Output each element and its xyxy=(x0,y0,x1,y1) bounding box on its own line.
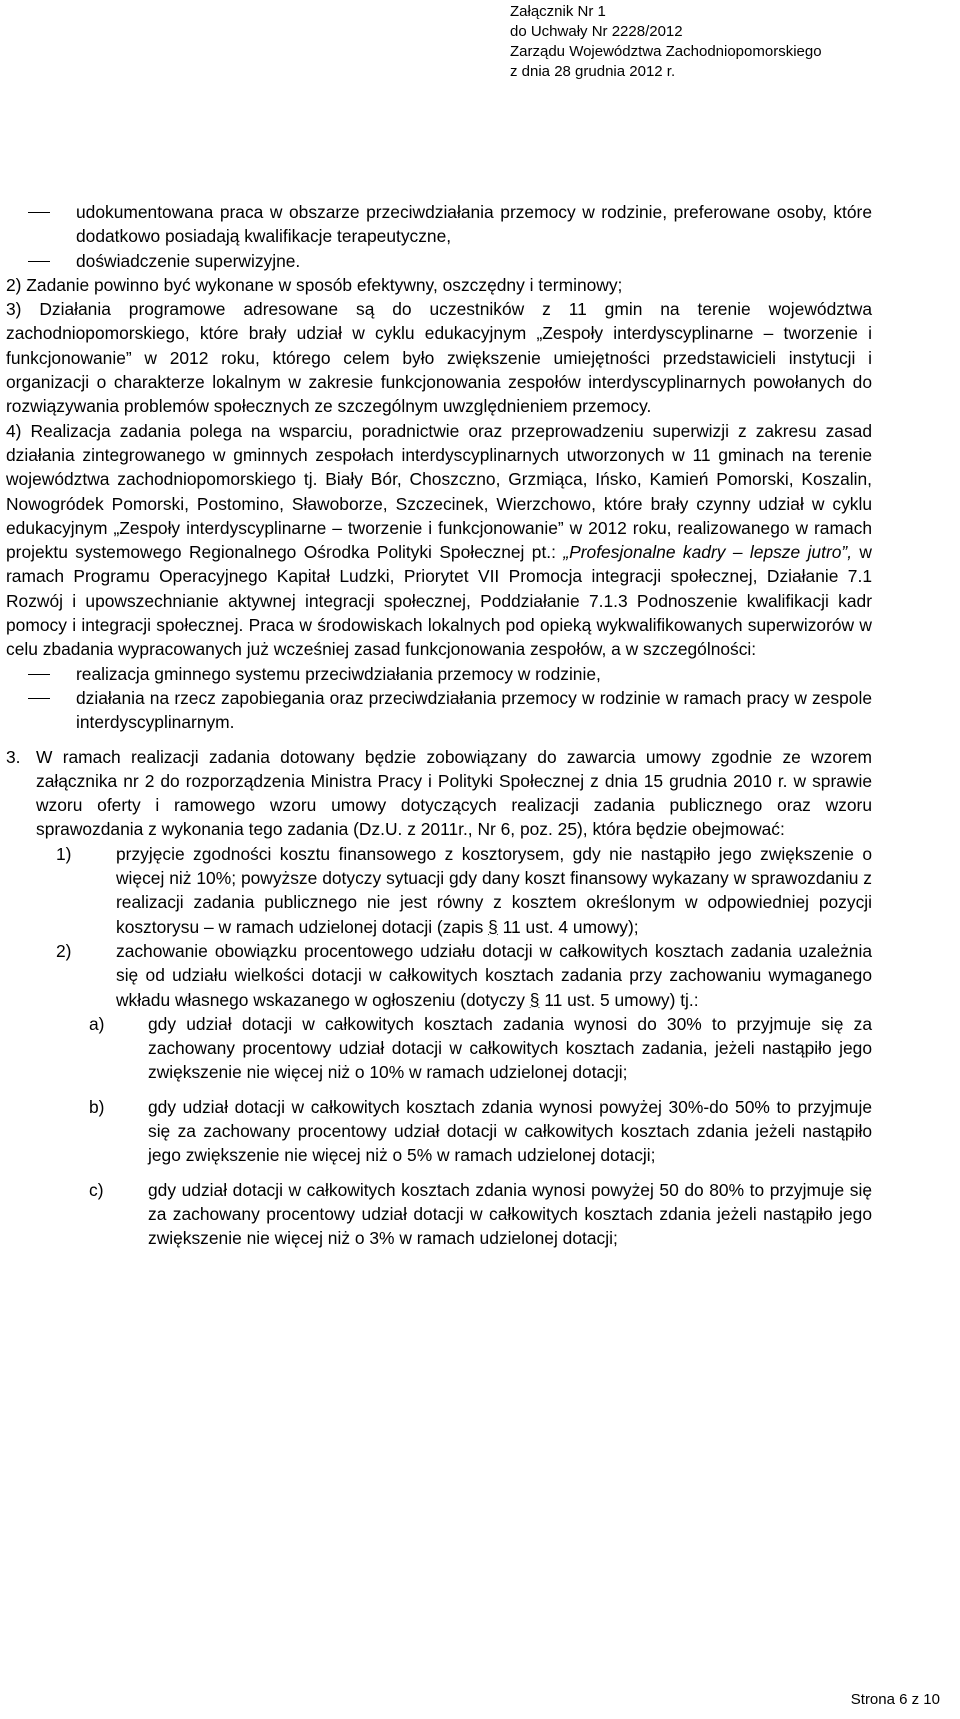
page-number: Strona 6 z 10 xyxy=(850,1691,940,1708)
bullet-item: działania na rzecz zapobiegania oraz przeciwdziałania przemocy w rodzinie w ramach pracy w zespole interdyscyplinarnym. xyxy=(6,686,872,735)
bullet-item: doświadczenie superwizyjne. xyxy=(6,249,872,273)
header-line-board: Zarządu Województwa Zachodniopomorskiego xyxy=(510,43,822,60)
paragraph-2: 2) Zadanie powinno być wykonane w sposób efektywny, oszczędny i terminowy; xyxy=(6,274,623,295)
item-number: 2) xyxy=(56,940,72,961)
section-3 xyxy=(6,745,872,842)
section-3-number: 3. xyxy=(6,746,21,767)
lettered-item: b) gdy udział dotacji w całkowitych kosztach zdania wynosi powyżej 30%-do 50% to przyjmuje się za zachowany procentowy udział dotacji w całkowitych kosztach zdania jeżeli nastąpiło jego zwiększenie nie więcej niż o 5% w ramach udzielonej dotacji; xyxy=(89,1096,872,1166)
document-body xyxy=(6,200,872,1250)
section-sign: § xyxy=(488,916,498,937)
document-header xyxy=(510,2,950,82)
paragraph-4 xyxy=(6,419,872,662)
numbered-item: 1) przyjęcie zgodności kosztu finansowego z kosztorysem, gdy nie nastąpiło jego zwiększenie o więcej niż 10%; powyższe dotyczy sytuacji gdy dany koszt finansowy wykazany w sprawozdaniu z realizacji zadania publicznego nie jest równy z kosztem określonym w odpowiedniej pozycji kosztorysu – w ramach udzielonej dotacji (zapis § 11 ust. 4 umowy); xyxy=(56,843,872,937)
paragraph-4-text-b: w ramach Programu Operacyjnego Kapitał Ludzki, Priorytet VII Promocja integracji społecznej, Działanie 7.1 Rozwój i upowszechnianie aktywnej integracji społecznej, Poddziałanie 7.1.3 Podnoszenie kwalifikacji kadr pomocy i integracji społecznej. Praca w środowiskach lokalnych pod opieką wykwalifikowanych superwizorów w celu zbadania wypracowanych już wcześniej zasad funkcjonowania zespołów, a w szczególności: xyxy=(6,542,872,660)
header-line-resolution: do Uchwały Nr 2228/2012 xyxy=(510,23,683,40)
section-sign: § xyxy=(529,989,540,1010)
header-line-annex: Załącznik Nr 1 xyxy=(510,3,606,20)
lettered-item: c) gdy udział dotacji w całkowitych kosztach zdania wynosi powyżej 50 do 80% to przyjmuje się za zachowany procentowy udział dotacji w całkowitych kosztach zdania jeżeli nastąpiło jego zwiększenie nie więcej niż o 3% w ramach udzielonej dotacji; xyxy=(89,1179,872,1249)
section-3-text: W ramach realizacji zadania dotowany będzie zobowiązany do zawarcia umowy zgodnie ze wzorem załącznika nr 2 do rozporządzenia Ministra Pracy i Polityki Społecznej z dnia 15 grudnia 2010 r. w sprawie wzoru oferty i ramowego wzoru umowy dotyczących realizacji zadania publicznego oraz wzoru sprawozdania z wykonania tego zadania (Dz.U. z 2011r., Nr 6, poz. 25), która będzie obejmować: xyxy=(36,746,872,840)
item-letter: b) xyxy=(89,1096,105,1117)
paragraph-3: 3) Działania programowe adresowane są do uczestników z 11 gmin na terenie województwa zachodniopomorskiego, które brały udział w cyklu edukacyjnym „Zespoły interdyscyplinarne – tworzenie i funkcjonowanie” w 2012 roku, którego celem było zwiększenie umiejętności przedstawicieli instytucji i organizacji o charakterze lokalnym w zakresie funkcjonowania zespołów interdyscyplinarnych powołanych do rozwiązywania problemów społecznych ze szczególnym uwzględnieniem przemocy. xyxy=(6,299,872,417)
item-letter: a) xyxy=(89,1013,105,1034)
item-letter: c) xyxy=(89,1179,104,1200)
bullet-item: realizacja gminnego systemu przeciwdziałania przemocy w rodzinie, xyxy=(6,662,872,686)
header-line-date: z dnia 28 grudnia 2012 r. xyxy=(510,63,676,80)
lettered-item: a) gdy udział dotacji w całkowitych kosztach zadania wynosi do 30% to przyjmuje się za zachowany procentowy udział dotacji w całkowitych kosztach zadania, jeżeli nastąpiło jego zwiększenie nie więcej niż o 10% w ramach udzielonej dotacji; xyxy=(89,1013,872,1083)
item-number: 1) xyxy=(56,843,72,864)
paragraph-4-text-a: 4) Realizacja zadania polega na wsparciu, poradnictwie oraz przeprowadzeniu superwizji z zakresu zasad działania zintegrowanego w gminnych zespołach interdyscyplinarnych utworzonych w 11 gminach na terenie województwa zachodniopomorskiego tj. Biały Bór, Choszczno, Grzmiąca, Ińsko, Kamień Pomorski, Koszalin, Nowogródek Pomorski, Postomino, Sławoborze, Szczecinek, Wierzchowo, które brały czynny udział w cyklu edukacyjnym „Zespoły interdyscyplinarne – tworzenie i funkcjonowanie” w 2012 roku, realizowanego w ramach projektu systemowego Regionalnego Ośrodka Polityki Społecznej pt.: xyxy=(6,420,872,563)
project-title: „Profesjonalne kadry – lepsze jutro”, xyxy=(563,542,853,563)
bullet-item: udokumentowana praca w obszarze przeciwdziałania przemocy w rodzinie, preferowane osoby, które dodatkowo posiadają kwalifikacje terapeutyczne, xyxy=(6,200,872,249)
numbered-item: 2) zachowanie obowiązku procentowego udziału dotacji w całkowitych kosztach zadania uzależnia się od udziału wielkości dotacji w całkowitych kosztach zadania przy zachowaniu wymaganego wkładu własnego wskazanego w ogłoszeniu (dotyczy § 11 ust. 5 umowy) tj.: xyxy=(56,940,872,1010)
